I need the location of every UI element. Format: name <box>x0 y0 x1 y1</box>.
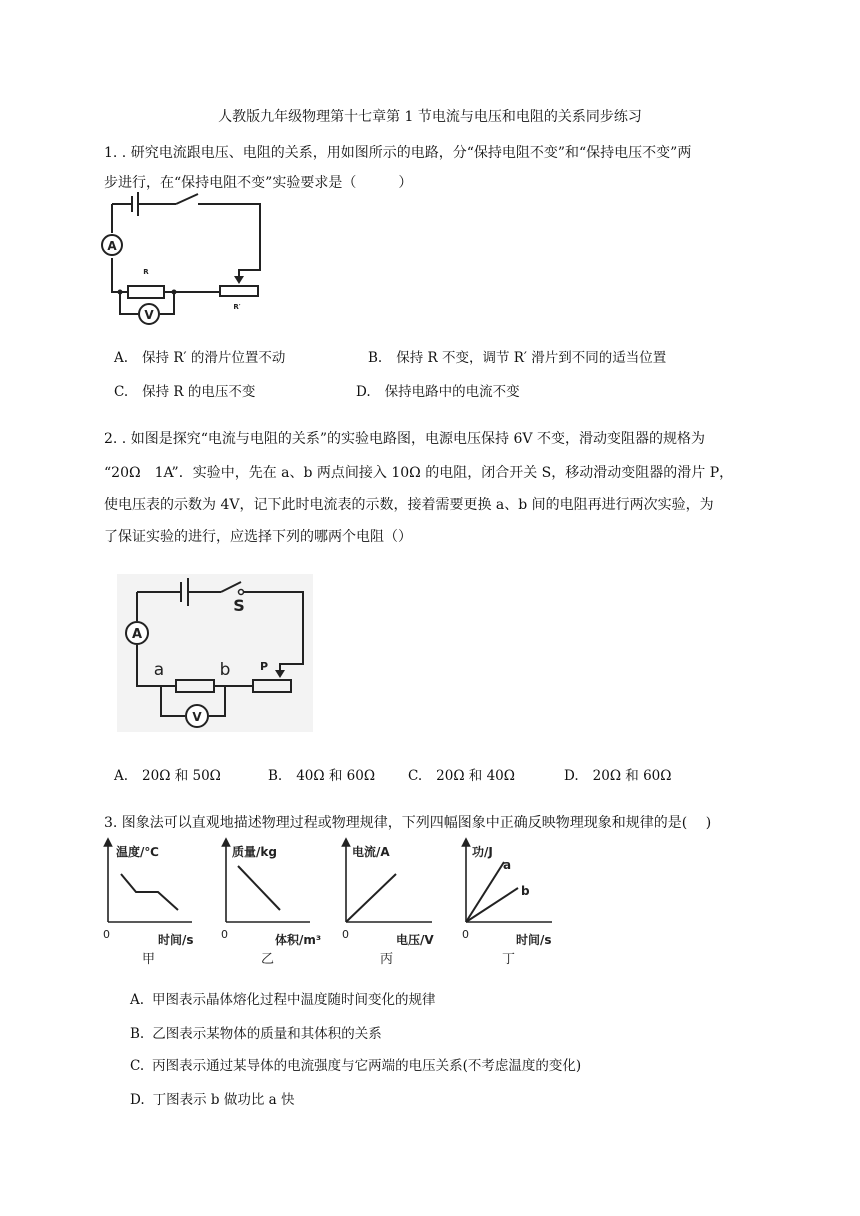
graph-bing-origin: 0 <box>342 928 349 941</box>
q2-option-c[interactable]: C. 20Ω 和 40Ω <box>408 768 515 784</box>
graph-jia-origin: 0 <box>103 928 110 941</box>
q2-option-d[interactable]: D. 20Ω 和 60Ω <box>564 768 672 784</box>
q1-rheostat-label: R′ <box>233 303 241 311</box>
q3-stem-line1: 3. 图象法可以直观地描述物理过程或物理规律，下列四幅图象中正确反映物理现象和规律的是( ) <box>104 815 712 831</box>
graph-yi <box>221 842 321 967</box>
graph-ding-line-a-label: a <box>503 858 512 872</box>
q3-option-c[interactable]: C. 丙图表示通过某导体的电流强度与它两端的电压关系(不考虑温度的变化) <box>130 1058 582 1074</box>
graph-jia-ylabel: 温度/℃ <box>116 845 159 859</box>
q2-option-a[interactable]: A. 20Ω 和 50Ω <box>114 768 221 784</box>
q2-stem-line2: “20Ω 1A”．实验中，先在 a、b 两点间接入 10Ω 的电阻，闭合开关 S，移动滑动变阻器的滑片 P， <box>104 465 734 481</box>
graph-jia-name: 甲 <box>142 952 156 967</box>
graph-jia <box>103 842 194 967</box>
graph-ding-line-b-label: b <box>521 884 530 898</box>
graph-ding <box>462 842 552 967</box>
graph-yi-name: 乙 <box>261 952 275 967</box>
q1-circuit-diagram <box>100 188 275 328</box>
page-title: 人教版九年级物理第十七章第 1 节电流与电压和电阻的关系同步练习 <box>218 109 642 125</box>
graph-ding-name: 丁 <box>502 952 516 967</box>
graph-ding-ylabel: 功/J <box>472 845 493 859</box>
q1-option-c[interactable]: C. 保持 R 的电压不变 <box>114 384 256 400</box>
q2-voltmeter-label: V <box>192 710 202 724</box>
graph-bing-line <box>346 874 396 922</box>
graph-jia-xlabel: 时间/s <box>158 933 194 947</box>
q2-switch-label: S <box>233 596 245 615</box>
graph-yi-xlabel: 体积/m³ <box>275 933 322 947</box>
q2-circuit-diagram <box>117 574 313 732</box>
q1-option-b[interactable]: B. 保持 R 不变，调节 R′ 滑片到不同的适当位置 <box>368 350 667 366</box>
q2-stem-line4: 了保证实验的进行，应选择下列的哪两个电阻（） <box>104 529 412 545</box>
graph-yi-origin: 0 <box>221 928 228 941</box>
q2-point-a-label: a <box>153 660 165 680</box>
graph-yi-ylabel: 质量/kg <box>232 845 277 859</box>
graph-jia-curve <box>121 874 178 910</box>
q1-ammeter-label: A <box>107 239 117 253</box>
q3-option-b[interactable]: B. 乙图表示某物体的质量和其体积的关系 <box>130 1026 382 1042</box>
q1-option-a[interactable]: A. 保持 R′ 的滑片位置不动 <box>114 350 286 366</box>
q3-option-a[interactable]: A. 甲图表示晶体熔化过程中温度随时间变化的规律 <box>130 992 436 1008</box>
q3-option-d[interactable]: D. 丁图表示 b 做功比 a 快 <box>130 1092 295 1108</box>
graph-bing-xlabel: 电压/V <box>396 933 434 947</box>
graph-ding-origin: 0 <box>462 928 469 941</box>
q2-stem-line3: 使电压表的示数为 4V，记下此时电流表的示数，接着需要更换 a、b 间的电阻再进行两次实验，为 <box>104 497 714 513</box>
q2-option-b[interactable]: B. 40Ω 和 60Ω <box>268 768 376 784</box>
graph-ding-line-b <box>466 888 518 922</box>
q2-ammeter-label: A <box>131 627 143 642</box>
graph-ding-line-a <box>466 862 504 922</box>
q1-resistor-label: R <box>143 268 149 276</box>
graph-yi-line <box>238 866 280 910</box>
q2-point-b-label: b <box>219 660 231 680</box>
q2-stem-line1: 2. . 如图是探究“电流与电阻的关系”的实验电路图，电源电压保持 6V 不变，滑动变阻器的规格为 <box>104 431 705 447</box>
q1-voltmeter-label: V <box>144 308 154 322</box>
graph-bing-name: 丙 <box>380 952 394 967</box>
q2-slider-label: P <box>259 660 269 673</box>
graph-bing-ylabel: 电流/A <box>352 845 390 859</box>
q3-graphs <box>100 836 570 972</box>
q1-stem-line2: 步进行，在“保持电阻不变”实验要求是（ ） <box>104 175 413 191</box>
q1-stem-line1: 1. . 研究电流跟电压、电阻的关系，用如图所示的电路，分“保持电阻不变”和“保持电压不变”两 <box>104 145 692 161</box>
graph-ding-xlabel: 时间/s <box>516 933 552 947</box>
graph-bing <box>342 842 434 967</box>
q1-option-d[interactable]: D. 保持电路中的电流不变 <box>356 384 520 400</box>
